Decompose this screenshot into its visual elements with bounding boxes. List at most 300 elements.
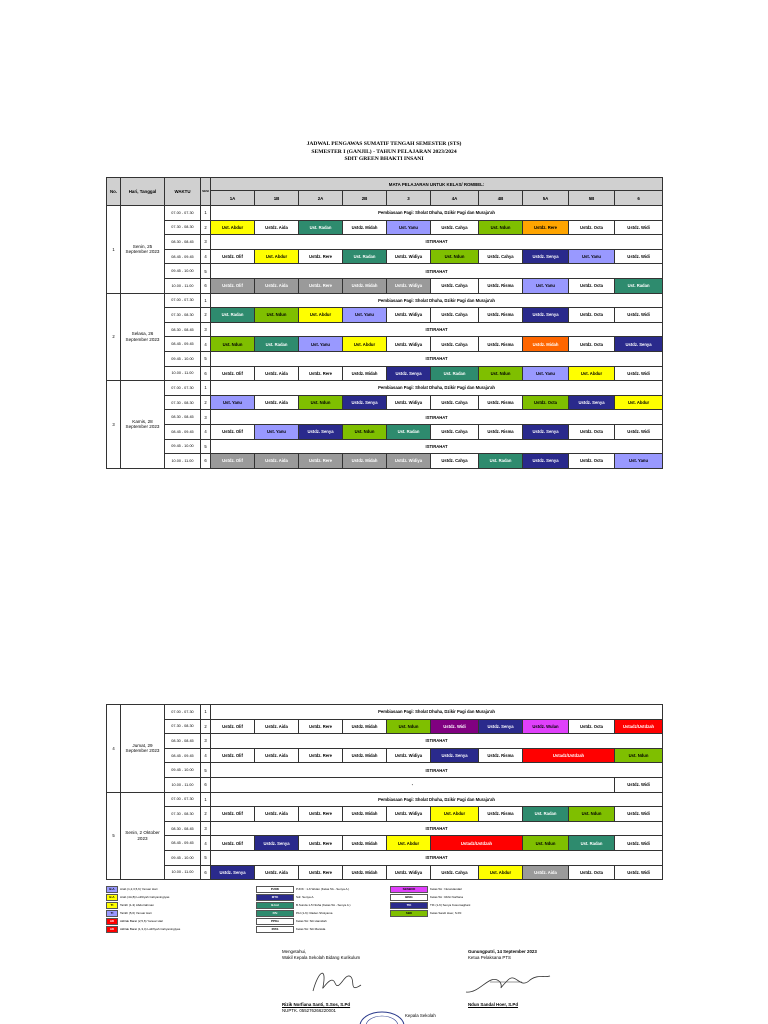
time-slot: 08.30 - 08.45 <box>165 821 201 836</box>
legend-swatch: PJOK <box>256 886 294 893</box>
proctor-cell: Ustdz. Senya <box>523 249 569 264</box>
time-slot: 08.45 - 09.45 <box>165 424 201 439</box>
break-cell: ISTIRAHAT <box>211 763 663 778</box>
proctor-cell: Ustdz. Olif <box>211 807 255 822</box>
proctor-cell: Ustdz. Widi <box>615 807 663 822</box>
class-header-5b: 5B <box>569 191 615 206</box>
legend-swatch: TI <box>106 910 118 917</box>
proctor-cell: Ustdz. Widi <box>615 777 663 792</box>
proctor-cell: Ust. Abdur <box>387 836 431 851</box>
legend-item <box>256 926 325 932</box>
session-number: 4 <box>201 337 211 352</box>
session-number: 3 <box>201 821 211 836</box>
schedule-row <box>107 337 663 352</box>
activity-cell: Pembiasaan Pagi: Sholat Dhuha, Dzikir Pagi dan Muraja'ah <box>211 293 663 308</box>
session-number: 3 <box>201 734 211 749</box>
proctor-cell: Ust. Radan <box>569 836 615 851</box>
legend-text: TIK (1-6) Senya Kusumaghani <box>430 903 471 907</box>
title-line-3: SDIT GREEN BHAKTI INSANI <box>344 156 424 163</box>
legend-item <box>390 910 461 916</box>
proctor-cell: Ustdz. Olif <box>211 836 255 851</box>
break-cell: ISTIRAHAT <box>211 850 663 865</box>
time-slot: 10.00 - 11.00 <box>165 777 201 792</box>
legend-text: Arab (4A,B) Luthfiyah Cahyaningtyas <box>120 895 170 899</box>
schedule-row <box>107 249 663 264</box>
proctor-cell: Ustdz. Midah <box>343 836 387 851</box>
proctor-cell: Ustdz. Octa <box>569 337 615 352</box>
time-slot: 09.45 - 10.00 <box>165 351 201 366</box>
proctor-cell: Ustdz. Octa <box>569 454 615 469</box>
proctor-cell: Ustdz. Rere <box>299 278 343 293</box>
schedule-row <box>107 308 663 323</box>
header-day: Hari, Tanggal <box>121 178 165 206</box>
legend-item <box>256 894 314 900</box>
proctor-cell: Ustdz. Octa <box>569 865 615 880</box>
proctor-cell: Ustdz. Cahya <box>479 249 523 264</box>
legend-item <box>106 886 157 892</box>
class-header-1b: 1B <box>255 191 299 206</box>
proctor-cell: Ustdz. Risma <box>479 337 523 352</box>
time-slot: 09.45 - 10.00 <box>165 763 201 778</box>
proctor-cell: Ust. Ndun <box>387 719 431 734</box>
break-cell: ISTIRAHAT <box>211 821 663 836</box>
proctor-cell: Ustdz. Cahya <box>431 278 479 293</box>
break-cell: ISTIRAHAT <box>211 264 663 279</box>
proctor-cell: Ustdz. Risma <box>479 748 523 763</box>
time-slot: 08.45 - 09.45 <box>165 337 201 352</box>
document-title <box>0 141 768 164</box>
proctor-cell: Ust. Ndun <box>479 366 523 381</box>
schedule-row <box>107 264 663 279</box>
proctor-cell: Ust. Yanu <box>523 278 569 293</box>
schedule-row <box>107 351 663 366</box>
time-slot: 08.45 - 09.45 <box>165 748 201 763</box>
header-sesi: SESI <box>201 178 211 206</box>
schedule-row <box>107 381 663 396</box>
legend-swatch: B.A <box>106 886 118 893</box>
proctor-cell: Ust. Yanu <box>569 249 615 264</box>
schedule-row <box>107 395 663 410</box>
proctor-cell: Ust. Ndun <box>299 395 343 410</box>
activity-cell: Pembiasaan Pagi: Sholat Dhuha, Dzikir Pagi dan Muraja'ah <box>211 792 663 807</box>
proctor-cell: Ustdz. Cahya <box>431 424 479 439</box>
schedule-row <box>107 777 663 792</box>
proctor-cell: Ustdz. Cahya <box>431 454 479 469</box>
left-name: Rizik Norfiana Santi, S.Sos, S.Pd <box>282 1002 351 1007</box>
session-number: 6 <box>201 454 211 469</box>
day-date: Jumat, 29 September 2023 <box>121 705 165 793</box>
class-header-4a: 4A <box>431 191 479 206</box>
proctor-cell: Ustdz. Olif <box>211 719 255 734</box>
legend-swatch: PPKn <box>256 918 294 925</box>
proctor-cell: Ustdz. Aida <box>255 395 299 410</box>
time-slot: 07.00 - 07.30 <box>165 792 201 807</box>
proctor-cell: Ustdz. Risma <box>479 807 523 822</box>
time-slot: 07.30 - 08.30 <box>165 308 201 323</box>
proctor-cell: Ust. Yanu <box>211 395 255 410</box>
proctor-cell: Ustdz. Octa <box>523 395 569 410</box>
proctor-cell: Ustdz. Midah <box>343 454 387 469</box>
legend-item <box>106 926 180 932</box>
activity-cell: Pembiasaan Pagi: Sholat Dhuha, Dzikir Pagi dan Muraja'ah <box>211 381 663 396</box>
proctor-cell: Ustdz. Wulan <box>523 719 569 734</box>
session-number: 3 <box>201 322 211 337</box>
time-slot: 09.45 - 10.00 <box>165 850 201 865</box>
proctor-cell: Ust. Yanu <box>343 308 387 323</box>
schedule-row <box>107 807 663 822</box>
session-number: 2 <box>201 308 211 323</box>
time-slot: 07.30 - 08.30 <box>165 719 201 734</box>
signature-left <box>282 949 360 961</box>
legend-swatch: AK <box>106 918 118 925</box>
legend-text: Kelas Sandi Hoer, S.Pd <box>430 911 462 915</box>
activity-cell: - <box>211 777 615 792</box>
day-number: 1 <box>107 206 121 294</box>
proctor-cell: Ustdz. Risma <box>479 424 523 439</box>
proctor-cell: Ustdz. Rere <box>299 366 343 381</box>
time-slot: 07.30 - 08.30 <box>165 395 201 410</box>
time-slot: 07.00 - 07.30 <box>165 705 201 720</box>
proctor-cell: Ustdz. Senya <box>479 719 523 734</box>
right-name: Ndun Sandal Hoer, S.Pd <box>468 1002 519 1007</box>
proctor-cell: Ustdz. Senya <box>569 395 615 410</box>
proctor-cell: Ustdz. Senya <box>431 748 479 763</box>
proctor-cell: Ust. Yanu <box>299 337 343 352</box>
known-label: Mengetahui, <box>282 949 307 954</box>
schedule-row <box>107 719 663 734</box>
legend-swatch: PAI <box>256 910 294 917</box>
session-number: 5 <box>201 351 211 366</box>
session-number: 3 <box>201 410 211 425</box>
schedule-row <box>107 235 663 250</box>
proctor-cell: Ustdz. Octa <box>569 278 615 293</box>
legend-text: Kelas 5A: Siti Marsida <box>296 927 326 931</box>
proctor-cell: Ust. Ndun <box>211 337 255 352</box>
proctor-cell: Ust. Abdur <box>255 249 299 264</box>
legend-item <box>106 902 154 908</box>
signature-right <box>468 949 537 961</box>
time-slot: 08.30 - 08.45 <box>165 235 201 250</box>
time-slot: 08.30 - 08.45 <box>165 734 201 749</box>
proctor-cell: Ustdz. Widiya <box>387 278 431 293</box>
break-cell: ISTIRAHAT <box>211 410 663 425</box>
header-no: No. <box>107 178 121 206</box>
proctor-cell: Ustdz. Senya <box>615 337 663 352</box>
proctor-cell: Ust. Abdur <box>211 220 255 235</box>
proctor-cell: Ustdz. Aida <box>255 278 299 293</box>
day-date: Kamis, 28 September 2023 <box>121 381 165 469</box>
proctor-cell: Ustdz. Aida <box>255 807 299 822</box>
class-header-1a: 1A <box>211 191 255 206</box>
proctor-cell: Ustdz. Octa <box>569 424 615 439</box>
break-cell: ISTIRAHAT <box>211 351 663 366</box>
proctor-cell: Ustdz. Olif <box>211 454 255 469</box>
proctor-cell: Ustdz. Olif <box>211 424 255 439</box>
day-number: 3 <box>107 381 121 469</box>
legend-swatch: TI <box>106 902 118 909</box>
session-number: 5 <box>201 763 211 778</box>
legend-swatch: AK <box>106 926 118 933</box>
day-date: Senin, 2 Oktober 2023 <box>121 792 165 880</box>
proctor-cell: Ustdz. Widi <box>615 220 663 235</box>
proctor-cell-merged: Ustadz/Ustdzah <box>431 836 523 851</box>
session-number: 2 <box>201 395 211 410</box>
principal-label: Kepala Sekolah <box>405 1013 436 1018</box>
session-number: 4 <box>201 249 211 264</box>
title-line-2: SEMESTER I (GANJIL) - TAHUN PELAJARAN 2023/2024 <box>311 148 457 155</box>
schedule-row <box>107 748 663 763</box>
proctor-cell: Ust. Radan <box>479 454 523 469</box>
proctor-cell: Ust. Radan <box>255 337 299 352</box>
schedule-row <box>107 705 663 720</box>
activity-cell: Pembiasaan Pagi: Sholat Dhuha, Dzikir Pagi dan Muraja'ah <box>211 705 663 720</box>
proctor-cell: Ust. Ndun <box>343 424 387 439</box>
legend-text: Kelas 5A: Siti Hamidah <box>296 919 327 923</box>
left-role: Wakil Kepala Sekolah Bidang Kurikulum <box>282 955 361 960</box>
legend-text: PAI (1-6): Raden Sholyama <box>296 911 333 915</box>
proctor-cell: Ust. Ndun <box>615 748 663 763</box>
proctor-cell: Ustdz. Rere <box>299 454 343 469</box>
break-cell: ISTIRAHAT <box>211 734 663 749</box>
proctor-cell: Ustdz. Aida <box>255 454 299 469</box>
time-slot: 07.30 - 08.30 <box>165 220 201 235</box>
schedule-table-page-1 <box>106 177 663 469</box>
time-slot: 07.00 - 07.30 <box>165 293 201 308</box>
schedule-row <box>107 850 663 865</box>
schedule-row <box>107 410 663 425</box>
session-number: 4 <box>201 748 211 763</box>
session-number: 4 <box>201 836 211 851</box>
proctor-cell: Ust. Radan <box>431 366 479 381</box>
proctor-cell: Ustdz. Aida <box>255 220 299 235</box>
proctor-cell: Ustdz. Senya <box>523 454 569 469</box>
proctor-cell: Ustdz. Widi <box>615 836 663 851</box>
schedule-row <box>107 424 663 439</box>
proctor-cell: Ustdz. Risma <box>479 395 523 410</box>
proctor-cell: Ustdz. Midah <box>343 865 387 880</box>
proctor-cell: Ust. Yanu <box>615 454 663 469</box>
proctor-cell: Ustdz. Senya <box>255 836 299 851</box>
schedule-row <box>107 439 663 454</box>
proctor-cell: Ust. Radan <box>523 807 569 822</box>
session-number: 6 <box>201 777 211 792</box>
time-slot: 08.45 - 09.45 <box>165 249 201 264</box>
session-number: 1 <box>201 381 211 396</box>
legend-swatch: SBK <box>390 910 428 917</box>
legend-swatch: TIK <box>390 902 428 909</box>
session-number: 6 <box>201 865 211 880</box>
class-header-2a: 2A <box>299 191 343 206</box>
legend-swatch: MTK <box>256 894 294 901</box>
proctor-cell: Ustdz. Cahya <box>431 337 479 352</box>
proctor-cell: Ustdz. Midah <box>343 366 387 381</box>
proctor-cell: Ustdz. Senya <box>387 366 431 381</box>
proctor-cell: Ustdz. Widiya <box>387 865 431 880</box>
legend-item <box>256 902 351 908</box>
proctor-cell: Ustdz. Widiya <box>387 748 431 763</box>
proctor-cell: Ust. Yanu <box>523 366 569 381</box>
proctor-cell: Ustdz. Cahya <box>431 865 479 880</box>
proctor-cell: Ustdz. Olif <box>211 366 255 381</box>
time-slot: 07.00 - 07.30 <box>165 381 201 396</box>
schedule-row <box>107 220 663 235</box>
proctor-cell: Ustdz. Rere <box>299 748 343 763</box>
day-date: Senin, 25 September 2023 <box>121 206 165 294</box>
proctor-cell: Ustdz. Midah <box>343 748 387 763</box>
session-number: 5 <box>201 439 211 454</box>
signature-right-name <box>468 1002 518 1008</box>
proctor-cell: Ustdz. Senya <box>523 308 569 323</box>
title-line-1: JADWAL PENGAWAS SUMATIF TENGAH SEMESTER (STS) <box>306 141 462 147</box>
schedule-row <box>107 293 663 308</box>
proctor-cell-merged: Ustadz/Ustdzah <box>523 748 615 763</box>
schedule-row <box>107 865 663 880</box>
legend-swatch: B.Ind <box>256 902 294 909</box>
time-slot: 10.00 - 11.00 <box>165 865 201 880</box>
legend-item <box>106 894 169 900</box>
proctor-cell: Ustdz. Risma <box>479 278 523 293</box>
schedule-row <box>107 734 663 749</box>
session-number: 2 <box>201 220 211 235</box>
proctor-cell: Ustdz. Rere <box>299 836 343 851</box>
schedule-table-page-2 <box>106 704 663 880</box>
proctor-cell: Ustdz. Widiya <box>387 337 431 352</box>
proctor-cell: Ustdz. Cahya <box>431 395 479 410</box>
right-role: Ketua Pelaksana PTS <box>468 955 511 960</box>
proctor-cell: Ustdz. Widiya <box>387 454 431 469</box>
legend-swatch: B.A <box>106 894 118 901</box>
legend-item <box>106 918 163 924</box>
schedule-row <box>107 792 663 807</box>
proctor-cell: Ustdz. Rere <box>523 220 569 235</box>
proctor-cell: Ustdz. Widiya <box>387 308 431 323</box>
proctor-cell: Ustdz. Risma <box>479 308 523 323</box>
proctor-cell: Ustdz. Widi <box>615 865 663 880</box>
header-time: WAKTU <box>165 178 201 206</box>
proctor-cell: Ust. Radan <box>387 424 431 439</box>
proctor-cell: Ustdz. Midah <box>523 337 569 352</box>
proctor-cell: Ust. Yanu <box>387 220 431 235</box>
proctor-cell: Ust. Abdur <box>615 395 663 410</box>
schedule-row <box>107 821 663 836</box>
proctor-cell: Ust. Abdur <box>431 807 479 822</box>
legend-item <box>390 894 463 900</box>
day-number: 2 <box>107 293 121 381</box>
proctor-cell: Ust. Ndun <box>569 807 615 822</box>
session-number: 1 <box>201 705 211 720</box>
proctor-cell: Ustdz. Olif <box>211 748 255 763</box>
legend-item <box>256 918 327 924</box>
legend-item <box>390 902 470 908</box>
session-number: 2 <box>201 719 211 734</box>
proctor-cell: Ustdz. Widi <box>615 249 663 264</box>
session-number: 6 <box>201 366 211 381</box>
session-number: 4 <box>201 424 211 439</box>
proctor-cell: Ustdz. Rere <box>299 249 343 264</box>
time-slot: 08.45 - 09.45 <box>165 836 201 851</box>
legend-swatch: BING <box>390 894 428 901</box>
schedule-row <box>107 366 663 381</box>
proctor-cell: Ustdz. Widiya <box>387 807 431 822</box>
time-slot: 10.00 - 11.00 <box>165 278 201 293</box>
class-header-6: 6 <box>615 191 663 206</box>
legend-text: Tarikh (5,6) Yanuar Hari <box>120 911 152 915</box>
left-nuptk: NUPTK. 055276266220001 <box>282 1008 336 1013</box>
legend-text: Kelas 5A : Nurwulandari <box>430 887 463 891</box>
schedule-row <box>107 836 663 851</box>
proctor-cell: Ustdz. Cahya <box>431 220 479 235</box>
proctor-cell: Ust. Ndun <box>255 308 299 323</box>
legend-item <box>256 910 332 916</box>
proctor-cell: Ust. Radan <box>343 249 387 264</box>
session-number: 1 <box>201 293 211 308</box>
day-number: 5 <box>107 792 121 880</box>
proctor-cell: Ustdz. Senya <box>523 424 569 439</box>
legend-text: Akhlak Barat (1,3,4) Luthfiyah Cahyaningtyas <box>120 927 181 931</box>
proctor-cell: Ustdz. Senya <box>211 865 255 880</box>
activity-cell: Pembiasaan Pagi: Sholat Dhuha, Dzikir Pagi dan Muraja'ah <box>211 206 663 221</box>
class-header-3: 3 <box>387 191 431 206</box>
header-subjects: MATA PELAJARAN UNTUK KELAS/ ROMBEL: <box>211 178 663 191</box>
legend-text: Arab (1,2,3,5,6) Yanuar Hari <box>120 887 158 891</box>
schedule-row <box>107 454 663 469</box>
proctor-cell: Ust. Radan <box>299 220 343 235</box>
proctor-cell: Ust. Ndun <box>479 220 523 235</box>
proctor-cell: Ustdz. Rere <box>299 807 343 822</box>
proctor-cell: Ustdz. Widi <box>615 366 663 381</box>
legend-item <box>106 910 152 916</box>
legend-text: Sdr. Senya A. <box>296 895 315 899</box>
proctor-cell: Ustdz. Rere <box>299 865 343 880</box>
proctor-cell: Ustdz. Aida <box>255 366 299 381</box>
time-slot: 09.45 - 10.00 <box>165 439 201 454</box>
legend-swatch: SENBUD <box>390 886 428 893</box>
session-number: 5 <box>201 264 211 279</box>
proctor-cell: Ust. Ndun <box>431 249 479 264</box>
proctor-cell: Ust. Radan <box>211 308 255 323</box>
break-cell: ISTIRAHAT <box>211 439 663 454</box>
time-slot: 07.30 - 08.30 <box>165 807 201 822</box>
proctor-cell: Ust. Yanu <box>255 424 299 439</box>
session-number: 6 <box>201 278 211 293</box>
proctor-cell: Ustdz. Widi <box>431 719 479 734</box>
proctor-cell: Ustdz. Widiya <box>387 395 431 410</box>
proctor-cell: Ustdz. Rere <box>299 719 343 734</box>
proctor-cell: Ustadz/Ustdzah <box>615 719 663 734</box>
class-header-4b: 4B <box>479 191 523 206</box>
legend-item <box>256 886 349 892</box>
session-number: 3 <box>201 235 211 250</box>
day-date: Selasa, 26 September 2023 <box>121 293 165 381</box>
time-slot: 10.00 - 11.00 <box>165 366 201 381</box>
legend-text: Akhlak Barat (2,5,6) Yanuar Hari <box>120 919 164 923</box>
schedule-row <box>107 763 663 778</box>
proctor-cell: Ustdz. Aida <box>255 719 299 734</box>
proctor-cell: Ustdz. Aida <box>255 865 299 880</box>
proctor-cell: Ustdz. Midah <box>343 719 387 734</box>
proctor-cell: Ustdz. Aida <box>255 748 299 763</box>
class-header-2b: 2B <box>343 191 387 206</box>
time-slot: 09.45 - 10.00 <box>165 264 201 279</box>
right-place-date: Gunungputri, 14 September 2023 <box>468 949 537 954</box>
time-slot: 08.30 - 08.45 <box>165 410 201 425</box>
legend-item <box>390 886 462 892</box>
session-number: 2 <box>201 807 211 822</box>
legend-text: Kelas 5A : Rizki Norfiana <box>430 895 464 899</box>
time-slot: 08.30 - 08.45 <box>165 322 201 337</box>
day-number: 4 <box>107 705 121 793</box>
legend-text: Tarikh (1-3) Abdurrahman <box>120 903 155 907</box>
